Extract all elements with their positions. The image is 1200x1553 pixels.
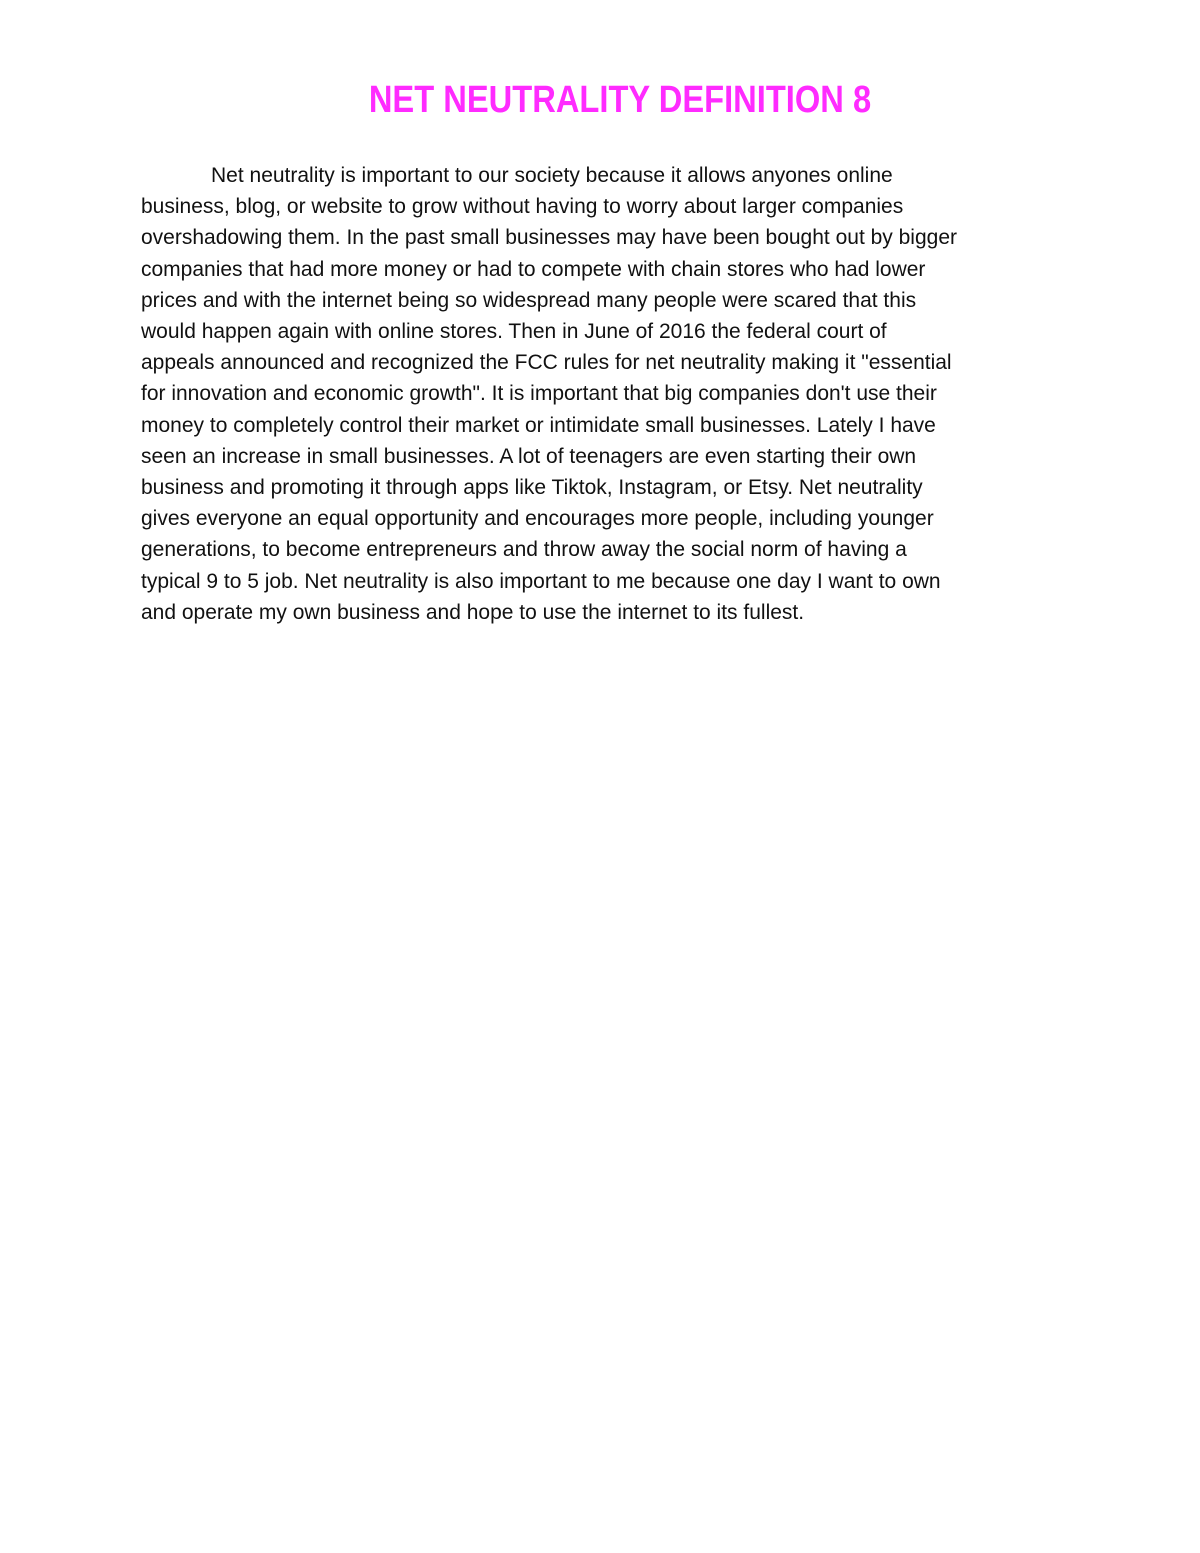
paragraph-line: typical 9 to 5 job. Net neutrality is also important to me because one day I want to own	[141, 569, 941, 593]
paragraph-line: companies that had more money or had to compete with chain stores who had lower	[141, 257, 926, 281]
paragraph-line: overshadowing them. In the past small businesses may have been bought out by bigger	[141, 226, 957, 250]
body-paragraph	[141, 160, 1071, 628]
paragraph-line: and operate my own business and hope to use the internet to its fullest.	[141, 600, 805, 624]
paragraph-line: generations, to become entrepreneurs and throw away the social norm of having a	[141, 538, 907, 562]
paragraph-line: money to completely control their market or intimidate small businesses. Lately I have	[141, 413, 936, 437]
paragraph-line: would happen again with online stores. Then in June of 2016 the federal court of	[141, 320, 887, 344]
paragraph-line: business and promoting it through apps like Tiktok, Instagram, or Etsy. Net neutrality	[141, 476, 923, 500]
paragraph-line: business, blog, or website to grow without having to worry about larger companies	[141, 195, 904, 219]
paragraph-line: for innovation and economic growth". It is important that big companies don't use their	[141, 382, 937, 406]
paragraph-line: seen an increase in small businesses. A lot of teenagers are even starting their own	[141, 444, 917, 468]
paragraph-line: appeals announced and recognized the FCC rules for net neutrality making it "essential	[141, 351, 952, 375]
paragraph-line: gives everyone an equal opportunity and encourages more people, including younger	[141, 507, 934, 531]
paragraph-line: prices and with the internet being so widespread many people were scared that this	[141, 288, 917, 312]
paragraph-line: Net neutrality is important to our society because it allows anyones online	[211, 164, 893, 187]
document-title: NET NEUTRALITY DEFINITION 8	[368, 79, 872, 121]
